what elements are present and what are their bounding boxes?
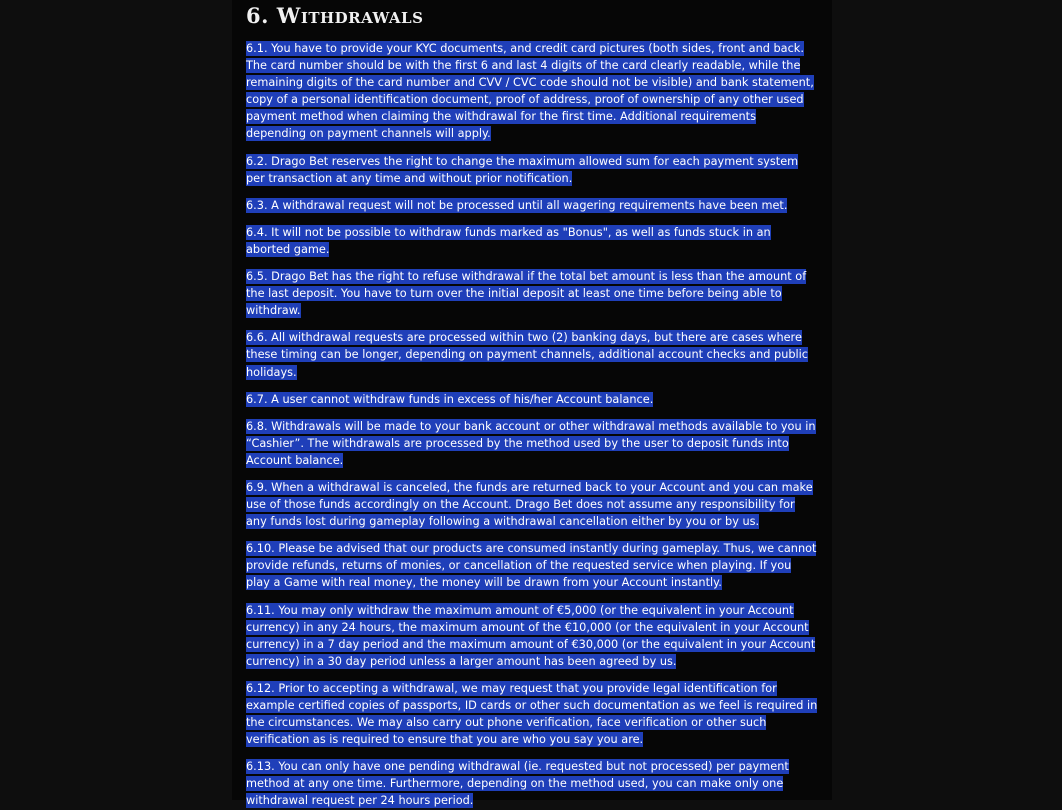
clause-6-12 (246, 680, 818, 748)
clause-text: 6.4. It will not be possible to withdraw funds marked as "Bonus", as well as funds stuck in an aborted game. (246, 225, 771, 256)
clause-6-4 (246, 224, 818, 258)
clause-text: 6.5. Drago Bet has the right to refuse withdrawal if the total bet amount is less than the amount of the last deposit. You have to turn over the initial deposit at least one time before being able to withdraw. (246, 270, 807, 318)
clause-text: 6.1. You have to provide your KYC documents, and credit card pictures (both sides, front and back. The card number should be with the first 6 and last 4 digits of the card clearly readable, while the remaining digits of the card number and CVV / CVC code should not be visible) and bank statement, copy of a personal identification document, proof of address, proof of ownership of any other used payment method when claiming the withdrawal for the first time. Additional requirements depending on payment channels will apply. (246, 42, 814, 141)
clause-6-5 (246, 268, 818, 319)
clause-6-10 (246, 540, 818, 591)
clause-text: 6.8. Withdrawals will be made to your bank account or other withdrawal methods available to you in “Cashier”. The withdrawals are processed by the method used by the user to deposit funds into Account balance. (246, 419, 816, 467)
clause-text: 6.7. A user cannot withdraw funds in excess of his/her Account balance. (246, 392, 654, 406)
clause-6-13 (246, 758, 818, 809)
clause-6-11 (246, 602, 818, 670)
clause-text: 6.6. All withdrawal requests are processed within two (2) banking days, but there are cases where these timing can be longer, depending on payment channels, additional account checks and public holidays. (246, 331, 809, 379)
clause-text: 6.13. You can only have one pending withdrawal (ie. requested but not processed) per payment method at any one time. Furthermore, depending on the method used, you can make only one withdrawal request per 24 hours period. (246, 760, 789, 808)
clause-text: 6.10. Please be advised that our products are consumed instantly during gameplay. Thus, we cannot provide refunds, returns of monies, or cancellation of the requested service when playing. If you play a Game with real money, the money will be drawn from your Account instantly. (246, 542, 817, 590)
clause-6-7 (246, 391, 818, 408)
clause-6-8 (246, 418, 818, 469)
clause-text: 6.11. You may only withdraw the maximum amount of €5,000 (or the equivalent in your Account currency) in any 24 hours, the maximum amount of the €10,000 (or the equivalent in your Account currency) in a 7 day period and the maximum amount of €30,000 (or the equivalent in your Account currency) in a 30 day period unless a larger amount has been agreed by us. (246, 603, 816, 668)
clause-text: 6.9. When a withdrawal is canceled, the funds are returned back to your Account and you can make use of those funds accordingly on the Account. Drago Bet does not assume any responsibility for any funds lost during gameplay following a withdrawal cancellation either by you or by us. (246, 480, 813, 529)
section-title: 6. Withdrawals (246, 3, 424, 28)
clause-6-1 (246, 40, 818, 143)
clause-6-3 (246, 197, 818, 214)
clause-6-6 (246, 329, 818, 380)
clause-text: 6.12. Prior to accepting a withdrawal, we may request that you provide legal identification for example certified copies of passports, ID cards or other such documentation as we feel is required in the circumstances. We may also carry out phone verification, face verification or other such verification as is required to ensure that you are who you say you are. (246, 681, 818, 747)
clause-text: 6.3. A withdrawal request will not be processed until all wagering requirements have been met. (246, 198, 788, 212)
terms-document (232, 0, 832, 808)
clause-6-2 (246, 153, 818, 187)
clause-text: 6.2. Drago Bet reserves the right to change the maximum allowed sum for each payment system per transaction at any time and without prior notification. (246, 154, 799, 185)
clause-6-9 (246, 479, 818, 530)
